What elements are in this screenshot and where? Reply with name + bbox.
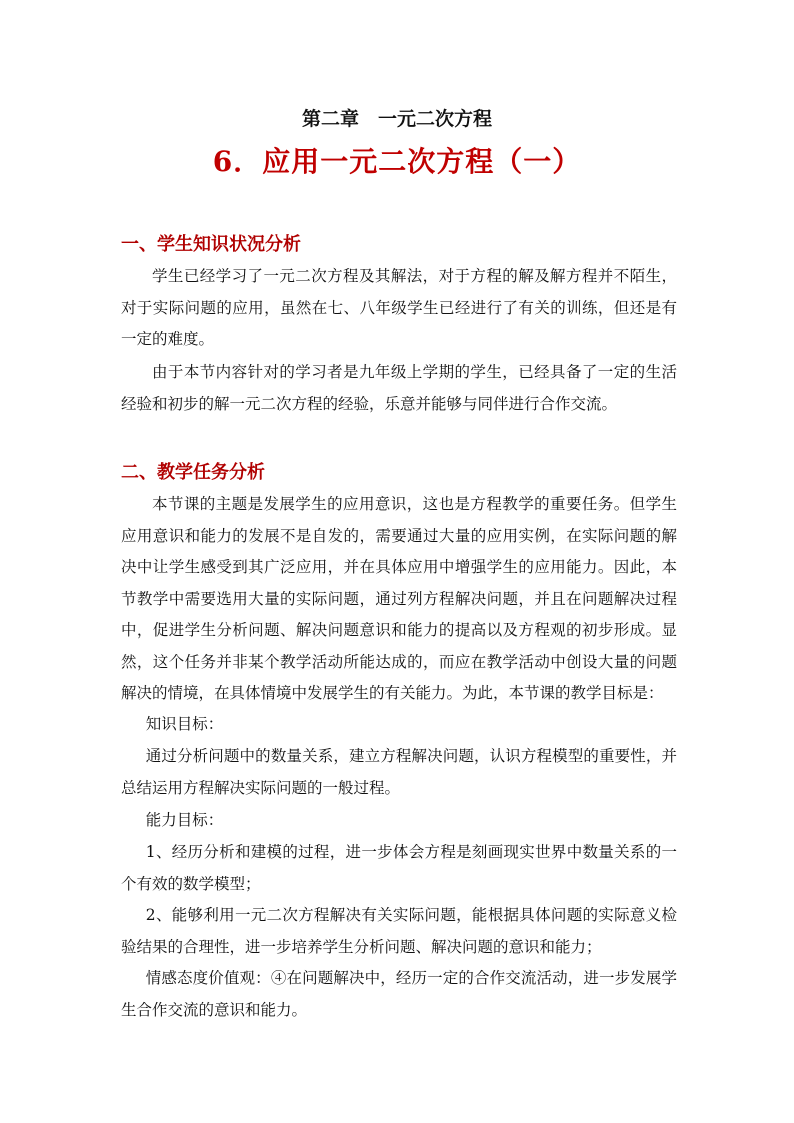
lesson-title: 6．应用一元二次方程（一） bbox=[212, 145, 582, 178]
ability-goal-1: 1、经历分析和建模的过程，进一步体会方程是刻画现实世界中数量关系的一个有效的数学模型； bbox=[121, 843, 677, 893]
section-1-paragraph-2: 由于本节内容针对的学习者是九年级上学期的学生，已经具备了一定的生活经验和初步的解一元二次方程的经验，乐意并能够与同伴进行合作交流。 bbox=[121, 363, 677, 413]
knowledge-goal-label: 知识目标： bbox=[145, 715, 224, 733]
section-1-paragraph-1: 学生已经学习了一元二次方程及其解法，对于方程的解及解方程并不陌生，对于实际问题的应用，虽然在七、八年级学生已经进行了有关的训练，但还是有一定的难度。 bbox=[121, 267, 677, 348]
ability-goal-2: 2、能够利用一元二次方程解决有关实际问题，能根据具体问题的实际意义检验结果的合理性，进一步培养学生分析问题、解决问题的意识和能力； bbox=[121, 906, 677, 956]
section-1-heading: 一、学生知识状况分析 bbox=[121, 234, 301, 255]
knowledge-goal-text: 通过分析问题中的数量关系，建立方程解决问题，认识方程模型的重要性，并总结运用方程解决实际问题的一般过程。 bbox=[121, 747, 677, 797]
section-2-heading: 二、教学任务分析 bbox=[121, 462, 265, 483]
chapter-title: 第二章 一元二次方程 bbox=[301, 108, 492, 130]
section-2-paragraph-1: 本节课的主题是发展学生的应用意识，这也是方程教学的重要任务。但学生应用意识和能力的发展不是自发的，需要通过大量的应用实例，在实际问题的解决中让学生感受到其广泛应用，并在具体应用中增强学生的应用能力。因此，本节教学中需要选用大量的实际问题，通过列方程解决问题，并且在问题解决过程中，促进学生分析问题、解决问题意识和能力的提高以及方程观的初步形成。显然，这个任务并非某个教学活动所能达成的，而应在教学活动中创设大量的问题解决的情境，在具体情境中发展学生的有关能力。为此，本节课的教学目标是： bbox=[121, 495, 677, 702]
ability-goal-label: 能力目标： bbox=[145, 811, 224, 829]
emotion-goal: 情感态度价值观：④在问题解决中，经历一定的合作交流活动，进一步发展学生合作交流的意识和能力。 bbox=[121, 969, 677, 1019]
